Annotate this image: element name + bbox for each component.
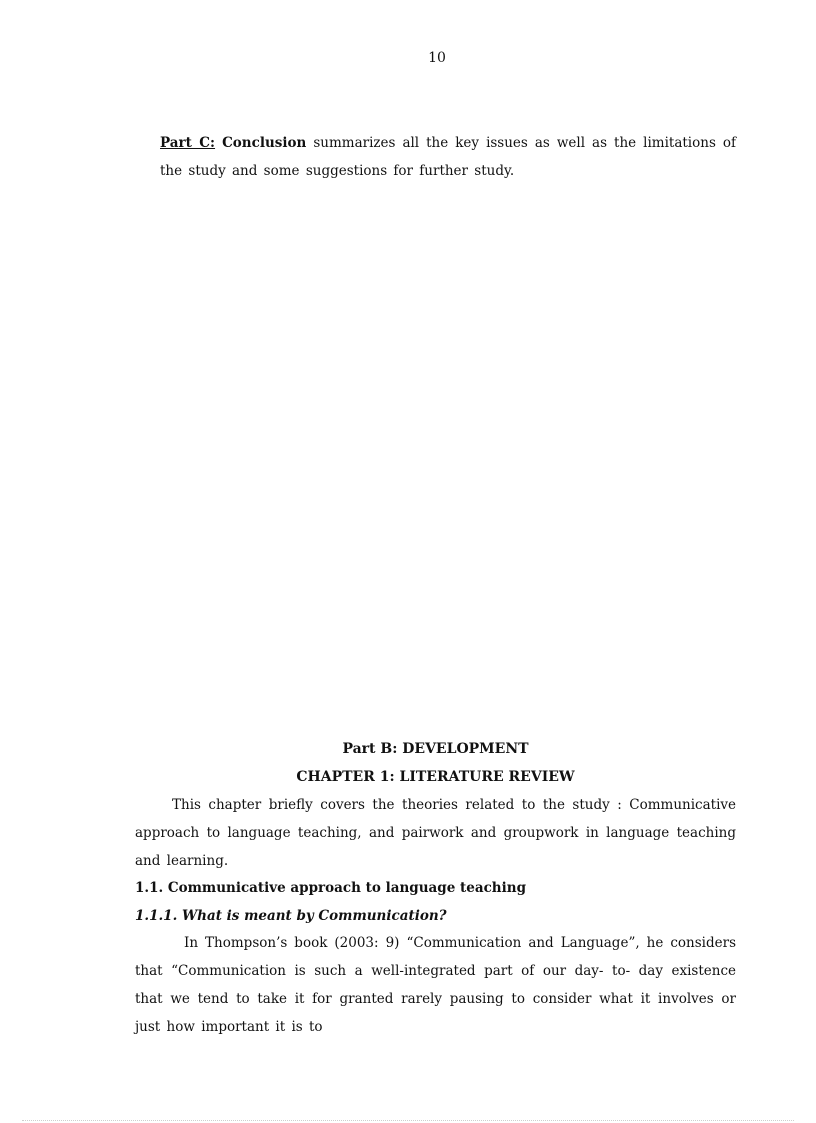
chapter-heading: CHAPTER 1: LITERATURE REVIEW xyxy=(296,769,575,785)
section-1-1-heading: 1.1. Communicative approach to language teaching xyxy=(135,880,527,896)
section-1-1-1-heading: 1.1.1. What is meant by Communication? xyxy=(135,908,447,924)
part-b-heading: Part B: DEVELOPMENT xyxy=(342,741,529,757)
part-c-paragraph xyxy=(160,129,736,185)
chapter-intro-paragraph: This chapter briefly covers the theories related to the study : Communicative approach to language teaching, and pairwork and groupwork in language teaching and learning. xyxy=(135,797,736,869)
part-c-text: summarizes all the key issues as well as the limitations of the study and some suggestions for further study. xyxy=(160,135,737,179)
page-edge xyxy=(22,1120,794,1121)
part-c-term: Conclusion xyxy=(222,135,307,151)
thompson-paragraph: In Thompson’s book (2003: 9) “Communication and Language”, he considers that “Communication is such a well-integrated part of our day- to- day existence that we tend to take it for granted rarely pausing to consider what it involves or just how important it is to xyxy=(135,935,736,1035)
page-number: 10 xyxy=(428,50,446,66)
part-c-label: Part C: xyxy=(160,135,216,151)
